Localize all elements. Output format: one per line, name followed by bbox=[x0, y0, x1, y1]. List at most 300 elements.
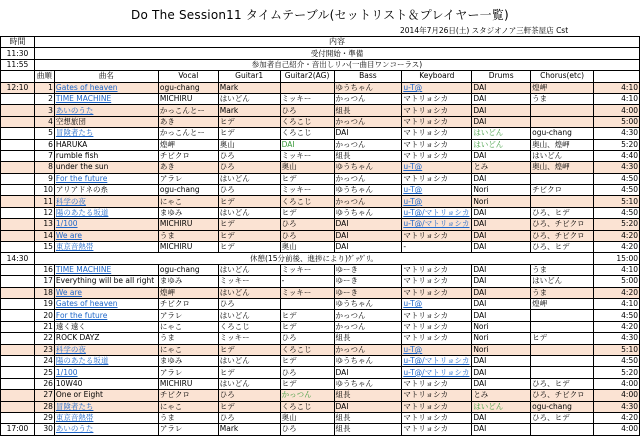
song-row bbox=[1, 264, 640, 275]
song-number: 20 bbox=[34, 310, 54, 321]
song-title: 科学の夜 bbox=[54, 344, 158, 355]
bass-cell: 組長 bbox=[334, 333, 402, 344]
guitar2-cell: - bbox=[280, 276, 334, 287]
guitar1-cell: ヒデ bbox=[218, 242, 280, 253]
song-number: 13 bbox=[34, 219, 54, 230]
song-number: 30 bbox=[34, 424, 54, 435]
drums-cell: DAI bbox=[472, 82, 531, 93]
timetable bbox=[0, 36, 640, 436]
time-cell bbox=[1, 298, 35, 309]
time-cell bbox=[1, 321, 35, 332]
time-cell bbox=[1, 333, 35, 344]
guitar1-cell: はいどん bbox=[218, 310, 280, 321]
time-cell bbox=[1, 390, 35, 401]
keyboard-cell: マトリョシカ bbox=[402, 139, 472, 150]
drums-cell: DAI bbox=[472, 310, 531, 321]
song-title: 陽のあたる坂道 bbox=[54, 355, 158, 366]
drums-cell: Nori bbox=[472, 196, 531, 207]
chorus-cell: ひろ、チビクロ bbox=[531, 230, 594, 241]
drums-cell: DAI bbox=[472, 378, 531, 389]
song-number: 8 bbox=[34, 162, 54, 173]
song-title: 冒険者たち bbox=[54, 128, 158, 139]
drums-cell: DAI bbox=[472, 287, 531, 298]
song-title: Gates of heaven bbox=[54, 298, 158, 309]
song-title: 空想旅団 bbox=[54, 116, 158, 127]
chorus-cell bbox=[531, 196, 594, 207]
bass-cell: DAI bbox=[334, 242, 402, 253]
time-cell bbox=[1, 116, 35, 127]
vocal-cell: チビクロ bbox=[158, 298, 218, 309]
song-length: 4:30 bbox=[594, 162, 640, 173]
song-row bbox=[1, 378, 640, 389]
vocal-cell: うま bbox=[158, 412, 218, 423]
vocal-cell: あき bbox=[158, 116, 218, 127]
keyboard-cell: マトリョシカ bbox=[402, 333, 472, 344]
keyboard-cell: マトリョシカ bbox=[402, 276, 472, 287]
guitar2-header: Guitar2(AG) bbox=[280, 71, 334, 82]
chorus-cell: ogu-chang bbox=[531, 128, 594, 139]
chorus-cell: ひろ、ヒデ bbox=[531, 242, 594, 253]
drums-cell: DAI bbox=[472, 173, 531, 184]
time-cell: 17:00 bbox=[1, 424, 35, 435]
song-row bbox=[1, 412, 640, 423]
drums-cell: DAI bbox=[472, 93, 531, 104]
keyboard-cell: マトリョシカ bbox=[402, 230, 472, 241]
song-title: We are bbox=[54, 287, 158, 298]
guitar2-cell: くろこじ bbox=[280, 116, 334, 127]
guitar1-cell: Mark bbox=[218, 82, 280, 93]
guitar2-cell: 奥山 bbox=[280, 242, 334, 253]
guitar1-cell: くろこじ bbox=[218, 321, 280, 332]
song-length: 4:50 bbox=[594, 173, 640, 184]
drums-cell: DAI bbox=[472, 219, 531, 230]
song-row bbox=[1, 242, 640, 253]
song-length: 4:30 bbox=[594, 128, 640, 139]
song-length: 4:20 bbox=[594, 321, 640, 332]
song-number: 29 bbox=[34, 412, 54, 423]
chorus-cell: ひろ、ヒデ bbox=[531, 412, 594, 423]
chorus-cell bbox=[531, 367, 594, 378]
timetable-body bbox=[1, 37, 640, 436]
vocal-cell: MICHIRU bbox=[158, 219, 218, 230]
song-title: Everything will be all right bbox=[54, 276, 158, 287]
song-length: 4:10 bbox=[594, 93, 640, 104]
drums-cell: DAI bbox=[472, 105, 531, 116]
song-row bbox=[1, 105, 640, 116]
song-length: 4:30 bbox=[594, 333, 640, 344]
time-cell bbox=[1, 355, 35, 366]
song-row bbox=[1, 401, 640, 412]
song-number: 27 bbox=[34, 390, 54, 401]
guitar2-cell: ヒデ bbox=[280, 355, 334, 366]
keyboard-cell: u-T@/マトリョシカ bbox=[402, 219, 472, 230]
chorus-cell: ogu-chang bbox=[531, 401, 594, 412]
guitar2-cell: くろこじ bbox=[280, 196, 334, 207]
chorus-cell bbox=[531, 310, 594, 321]
guitar1-cell: ミッキー bbox=[218, 333, 280, 344]
vocal-cell: アラレ bbox=[158, 424, 218, 435]
vocal-cell: アラレ bbox=[158, 173, 218, 184]
song-number: 6 bbox=[34, 139, 54, 150]
guitar2-cell: ヒデ bbox=[280, 321, 334, 332]
bass-cell: 組長 bbox=[334, 390, 402, 401]
song-title: 遠く遠く bbox=[54, 321, 158, 332]
keyboard-cell: マトリョシカ bbox=[402, 378, 472, 389]
vocal-cell: にゃこ bbox=[158, 321, 218, 332]
guitar1-cell: はいどん bbox=[218, 355, 280, 366]
drums-cell: DAI bbox=[472, 230, 531, 241]
drums-cell: Nori bbox=[472, 185, 531, 196]
song-number: 14 bbox=[34, 230, 54, 241]
song-row bbox=[1, 196, 640, 207]
guitar1-cell: ヒデ bbox=[218, 367, 280, 378]
chorus-cell: 煌岬 bbox=[531, 298, 594, 309]
keyboard-cell: - bbox=[402, 242, 472, 253]
song-length: 4:00 bbox=[594, 424, 640, 435]
song-row bbox=[1, 116, 640, 127]
vocal-cell: ogu-chang bbox=[158, 82, 218, 93]
song-title: 東京音熱帯 bbox=[54, 242, 158, 253]
bass-cell: ゆうちゃん bbox=[334, 355, 402, 366]
guitar2-cell: ミッキー bbox=[280, 150, 334, 161]
guitar1-cell: ヒデ bbox=[218, 219, 280, 230]
time-cell bbox=[1, 412, 35, 423]
song-title: ROCK DAYZ bbox=[54, 333, 158, 344]
song-title: under the sun bbox=[54, 162, 158, 173]
vocal-cell: にゃこ bbox=[158, 344, 218, 355]
vocal-cell: にゃこ bbox=[158, 196, 218, 207]
chorus-cell: 煌岬 bbox=[531, 82, 594, 93]
drums-cell: はいどん bbox=[472, 139, 531, 150]
bass-cell: かっつん bbox=[334, 196, 402, 207]
time-cell bbox=[1, 367, 35, 378]
keyboard-cell: マトリョシカ bbox=[402, 173, 472, 184]
time-header: 時間 bbox=[1, 37, 35, 48]
song-row bbox=[1, 310, 640, 321]
song-number: 15 bbox=[34, 242, 54, 253]
song-title: 冒険者たち bbox=[54, 401, 158, 412]
guitar1-cell: はいどん bbox=[218, 207, 280, 218]
drums-cell: DAI bbox=[472, 412, 531, 423]
bass-cell: ゆうちゃん bbox=[334, 298, 402, 309]
guitar2-cell: ひろ bbox=[280, 230, 334, 241]
song-length: 4:10 bbox=[594, 264, 640, 275]
guitar1-cell: ヒデ bbox=[218, 128, 280, 139]
song-length: 4:50 bbox=[594, 355, 640, 366]
song-number: 17 bbox=[34, 276, 54, 287]
vocal-cell: うま bbox=[158, 230, 218, 241]
guitar2-cell: ひろ bbox=[280, 333, 334, 344]
song-title: 1/100 bbox=[54, 219, 158, 230]
time-cell bbox=[1, 378, 35, 389]
time-cell: 14:30 bbox=[1, 253, 35, 264]
drums-cell: DAI bbox=[472, 264, 531, 275]
chorus-cell: チビクロ bbox=[531, 185, 594, 196]
guitar1-cell: ヒデ bbox=[218, 401, 280, 412]
vocal-cell: まゆみ bbox=[158, 276, 218, 287]
guitar2-cell: ひろ bbox=[280, 105, 334, 116]
time-cell bbox=[1, 230, 35, 241]
time-cell: 12:10 bbox=[1, 82, 35, 93]
vocal-cell: まゆみ bbox=[158, 355, 218, 366]
guitar1-cell: はいどん bbox=[218, 287, 280, 298]
song-number: 24 bbox=[34, 355, 54, 366]
song-number: 10 bbox=[34, 185, 54, 196]
drums-cell: DAI bbox=[472, 276, 531, 287]
intro-row bbox=[1, 59, 640, 70]
song-number: 25 bbox=[34, 367, 54, 378]
time-cell: 11:55 bbox=[1, 59, 35, 70]
date-venue-line: 2014年7月26日(土) スタジオノア三軒茶屋店 Cst bbox=[400, 26, 569, 35]
song-header: 曲名 bbox=[54, 71, 158, 82]
chorus-cell: ひろ、チビクロ bbox=[531, 390, 594, 401]
time-cell bbox=[1, 196, 35, 207]
song-length: 4:00 bbox=[594, 105, 640, 116]
guitar2-cell: くろこじ bbox=[280, 344, 334, 355]
song-title: TIME MACHINE bbox=[54, 264, 158, 275]
drums-cell: はいどん bbox=[472, 401, 531, 412]
song-row bbox=[1, 82, 640, 93]
song-length: 4:00 bbox=[594, 378, 640, 389]
song-row bbox=[1, 321, 640, 332]
song-number: 4 bbox=[34, 116, 54, 127]
chorus-cell bbox=[531, 105, 594, 116]
chorus-cell bbox=[531, 424, 594, 435]
song-title: アリアドネの糸 bbox=[54, 185, 158, 196]
keyboard-cell: マトリョシカ bbox=[402, 128, 472, 139]
chorus-cell: 奥山、煌岬 bbox=[531, 139, 594, 150]
vocal-cell: ogu-chang bbox=[158, 185, 218, 196]
keyboard-cell: マトリョシカ bbox=[402, 150, 472, 161]
guitar1-header: Guitar1 bbox=[218, 71, 280, 82]
chorus-cell: ひろ、チビクロ bbox=[531, 219, 594, 230]
song-row bbox=[1, 424, 640, 435]
song-number: 2 bbox=[34, 93, 54, 104]
vocal-cell: アラレ bbox=[158, 310, 218, 321]
song-length: 4:20 bbox=[594, 287, 640, 298]
keyboard-header: Keyboard bbox=[402, 71, 472, 82]
chorus-cell: ヒデ bbox=[531, 333, 594, 344]
break-row bbox=[1, 253, 640, 264]
empty-cell bbox=[1, 71, 35, 82]
song-number: 28 bbox=[34, 401, 54, 412]
song-number: 21 bbox=[34, 321, 54, 332]
guitar1-cell: ヒデ bbox=[218, 230, 280, 241]
keyboard-cell: u-T@/マトリョシカ bbox=[402, 355, 472, 366]
vocal-cell: うま bbox=[158, 333, 218, 344]
song-title: あいのうた bbox=[54, 424, 158, 435]
guitar1-cell: ヒデ bbox=[218, 196, 280, 207]
guitar2-cell: かっつん bbox=[280, 390, 334, 401]
keyboard-cell: u-T@ bbox=[402, 162, 472, 173]
bass-cell: ゆーき bbox=[334, 264, 402, 275]
header-row-1 bbox=[1, 37, 640, 48]
bass-cell: DAI bbox=[334, 401, 402, 412]
keyboard-cell: u-T@/マトリョシカ bbox=[402, 367, 472, 378]
bass-cell: DAI bbox=[334, 128, 402, 139]
song-number: 7 bbox=[34, 150, 54, 161]
keyboard-cell: マトリョシカ bbox=[402, 105, 472, 116]
song-title: 陽のあたる坂道 bbox=[54, 207, 158, 218]
song-title: あいのうた bbox=[54, 105, 158, 116]
bass-cell: DAI bbox=[334, 219, 402, 230]
song-number: 11 bbox=[34, 196, 54, 207]
vocal-cell: 煌岬 bbox=[158, 139, 218, 150]
drums-cell: DAI bbox=[472, 207, 531, 218]
song-row bbox=[1, 93, 640, 104]
bass-cell: かっつん bbox=[334, 93, 402, 104]
song-row bbox=[1, 333, 640, 344]
keyboard-cell: u-T@ bbox=[402, 185, 472, 196]
song-row bbox=[1, 150, 640, 161]
song-number: 3 bbox=[34, 105, 54, 116]
bass-cell: ゆうちゃん bbox=[334, 82, 402, 93]
vocal-cell: にゃこ bbox=[158, 401, 218, 412]
song-title: TIME MACHINE bbox=[54, 93, 158, 104]
keyboard-cell: u-T@ bbox=[402, 82, 472, 93]
bass-cell: ゆうちゃん bbox=[334, 207, 402, 218]
song-title: One or Eight bbox=[54, 390, 158, 401]
song-number: 12 bbox=[34, 207, 54, 218]
bass-cell: かっつん bbox=[334, 344, 402, 355]
break-length: 15:00 bbox=[594, 253, 640, 264]
guitar1-cell: はいどん bbox=[218, 173, 280, 184]
keyboard-cell: マトリョシカ bbox=[402, 412, 472, 423]
song-row bbox=[1, 276, 640, 287]
keyboard-cell: マトリョシカ bbox=[402, 424, 472, 435]
keyboard-cell: u-T@ bbox=[402, 196, 472, 207]
guitar1-cell: 奥山 bbox=[218, 139, 280, 150]
guitar1-cell: Mark bbox=[218, 424, 280, 435]
song-length: 4:10 bbox=[594, 82, 640, 93]
drums-cell: とみ bbox=[472, 390, 531, 401]
song-number: 1 bbox=[34, 82, 54, 93]
song-row bbox=[1, 219, 640, 230]
bass-cell: 組長 bbox=[334, 424, 402, 435]
song-length: 5:00 bbox=[594, 276, 640, 287]
content-header: 内容 bbox=[34, 37, 639, 48]
guitar2-cell: 奥山 bbox=[280, 162, 334, 173]
vocal-cell: アラレ bbox=[158, 367, 218, 378]
song-row bbox=[1, 287, 640, 298]
vocal-cell: チビクロ bbox=[158, 390, 218, 401]
guitar2-cell: くろこじ bbox=[280, 401, 334, 412]
song-length: 5:20 bbox=[594, 219, 640, 230]
song-row bbox=[1, 390, 640, 401]
time-cell bbox=[1, 139, 35, 150]
song-row bbox=[1, 344, 640, 355]
drums-cell: Nori bbox=[472, 321, 531, 332]
chorus-cell: ひろ、ヒデ bbox=[531, 207, 594, 218]
keyboard-cell: マトリョシカ bbox=[402, 264, 472, 275]
keyboard-cell: u-T@/マトリョシカ bbox=[402, 207, 472, 218]
time-cell bbox=[1, 287, 35, 298]
vocal-cell: 煌岬 bbox=[158, 287, 218, 298]
guitar2-cell bbox=[280, 298, 334, 309]
song-length: 5:20 bbox=[594, 139, 640, 150]
time-cell: 11:30 bbox=[1, 48, 35, 59]
guitar2-cell: ひろ bbox=[280, 367, 334, 378]
guitar1-cell: はいどん bbox=[218, 264, 280, 275]
song-length: 4:50 bbox=[594, 207, 640, 218]
keyboard-cell: マトリョシカ bbox=[402, 116, 472, 127]
guitar2-cell: ひろ bbox=[280, 424, 334, 435]
guitar2-cell: くろこじ bbox=[280, 128, 334, 139]
chorus-header: Chorus(etc) bbox=[531, 71, 594, 82]
num-header: 曲順 bbox=[34, 71, 54, 82]
time-cell bbox=[1, 150, 35, 161]
song-length: 4:20 bbox=[594, 230, 640, 241]
vocal-cell: まゆみ bbox=[158, 207, 218, 218]
vocal-cell: かっこんとー bbox=[158, 128, 218, 139]
drums-cell: Nori bbox=[472, 344, 531, 355]
song-title: 1/100 bbox=[54, 367, 158, 378]
song-length: 4:20 bbox=[594, 242, 640, 253]
drums-cell: Nori bbox=[472, 333, 531, 344]
guitar1-cell: ひろ bbox=[218, 185, 280, 196]
bass-cell: 組長 bbox=[334, 150, 402, 161]
time-cell bbox=[1, 93, 35, 104]
chorus-cell: うま bbox=[531, 264, 594, 275]
drums-header: Drums bbox=[472, 71, 531, 82]
intro-text: 受付開始・準備 bbox=[34, 48, 639, 59]
drums-cell: DAI bbox=[472, 298, 531, 309]
song-title: rumble fish bbox=[54, 150, 158, 161]
guitar2-cell: ヒデ bbox=[280, 378, 334, 389]
chorus-cell: ひろ、ヒデ bbox=[531, 378, 594, 389]
guitar2-cell: ヒデ bbox=[280, 310, 334, 321]
chorus-cell bbox=[531, 355, 594, 366]
intro-text: 参加者自己紹介・音出しリハ(一曲目ワンコーラス) bbox=[34, 59, 639, 70]
guitar1-cell: ヒデ bbox=[218, 344, 280, 355]
song-number: 9 bbox=[34, 173, 54, 184]
song-title: HARUKA bbox=[54, 139, 158, 150]
chorus-cell bbox=[531, 321, 594, 332]
guitar1-cell: ひろ bbox=[218, 390, 280, 401]
empty-cell bbox=[594, 71, 640, 82]
keyboard-cell: マトリョシカ bbox=[402, 93, 472, 104]
keyboard-cell: u-T@ bbox=[402, 344, 472, 355]
time-cell bbox=[1, 276, 35, 287]
chorus-cell bbox=[531, 173, 594, 184]
song-title: 東京音熱帯 bbox=[54, 412, 158, 423]
song-length: 4:20 bbox=[594, 412, 640, 423]
song-title: For the future bbox=[54, 173, 158, 184]
guitar1-cell: ひろ bbox=[218, 162, 280, 173]
song-row bbox=[1, 298, 640, 309]
chorus-cell: はいどん bbox=[531, 150, 594, 161]
chorus-cell bbox=[531, 116, 594, 127]
guitar1-cell: ひろ bbox=[218, 412, 280, 423]
drums-cell: とみ bbox=[472, 162, 531, 173]
drums-cell: DAI bbox=[472, 355, 531, 366]
song-length: 4:00 bbox=[594, 390, 640, 401]
song-length: 4:50 bbox=[594, 310, 640, 321]
guitar1-cell: ひろ bbox=[218, 150, 280, 161]
song-title: 科学の夜 bbox=[54, 196, 158, 207]
time-cell bbox=[1, 219, 35, 230]
song-row bbox=[1, 355, 640, 366]
drums-cell: DAI bbox=[472, 116, 531, 127]
keyboard-cell: マトリョシカ bbox=[402, 321, 472, 332]
time-cell bbox=[1, 401, 35, 412]
song-length: 4:40 bbox=[594, 150, 640, 161]
song-length: 4:10 bbox=[594, 298, 640, 309]
drums-cell: DAI bbox=[472, 150, 531, 161]
time-cell bbox=[1, 310, 35, 321]
guitar1-cell: ひろ bbox=[218, 298, 280, 309]
song-length: 5:00 bbox=[594, 116, 640, 127]
